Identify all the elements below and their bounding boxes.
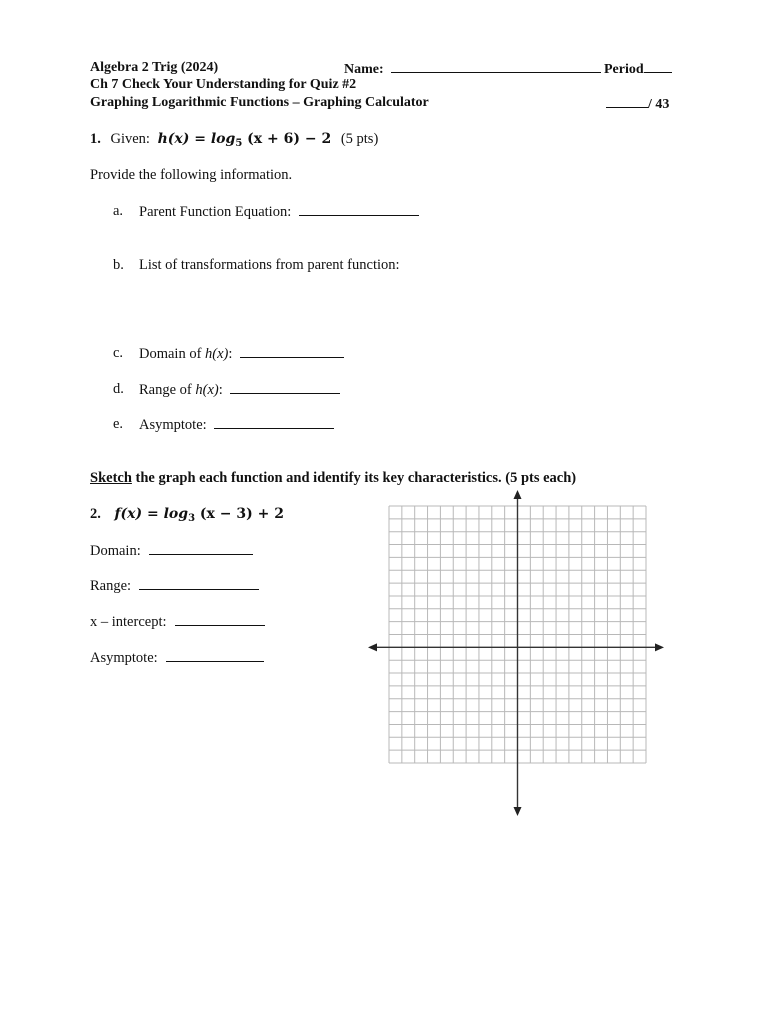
item-e-body <box>139 416 334 434</box>
q2-xintercept-blank[interactable] <box>175 613 265 626</box>
score-total: / 43 <box>648 97 670 112</box>
function-2-base: 3 <box>188 513 196 524</box>
function-2-lhs: f(x) = <box>114 506 159 522</box>
item-d-colon: : <box>218 382 223 398</box>
q2-range-blank[interactable] <box>139 577 259 590</box>
question-1-number: 1. <box>90 131 101 147</box>
q2-xintercept-label: x – intercept: <box>90 614 167 630</box>
x-axis-right-arrow <box>655 643 664 651</box>
function-log: log <box>210 131 236 147</box>
sketch-rest: the graph each function and identify its key characteristics. (5 pts each) <box>131 470 577 486</box>
coordinate-grid-svg[interactable] <box>360 488 672 820</box>
axes <box>368 490 664 816</box>
x-axis-left-arrow <box>368 643 377 651</box>
period-label <box>604 60 672 78</box>
question-2 <box>90 506 284 523</box>
q2-domain-blank[interactable] <box>149 542 253 555</box>
y-axis-top-arrow <box>514 490 522 499</box>
topic-title: Graphing Logarithmic Functions – Graphing Calculator <box>90 95 429 110</box>
q2-xintercept-row <box>90 613 265 631</box>
function-base: 5 <box>235 138 243 149</box>
function-2-log: log <box>163 506 189 522</box>
item-c-letter: c. <box>113 345 124 361</box>
item-e <box>113 416 207 433</box>
name-label <box>344 60 601 78</box>
period-blank[interactable] <box>644 60 672 73</box>
sketch-instruction <box>90 470 576 487</box>
item-e-letter: e. <box>113 416 124 432</box>
item-c-label: Domain of <box>139 346 206 362</box>
sketch-word: Sketch <box>90 470 132 486</box>
parent-function-blank[interactable] <box>299 203 419 216</box>
item-d <box>113 381 223 398</box>
name-blank[interactable] <box>391 60 601 73</box>
q2-range-row <box>90 577 259 595</box>
q2-asymptote-blank[interactable] <box>166 649 264 662</box>
q2-domain-label: Domain: <box>90 543 141 559</box>
question-1-points: (5 pts) <box>340 131 379 147</box>
function-2-rest: (x − 3) + 2 <box>199 506 284 522</box>
item-d-body <box>139 381 340 399</box>
question-2-function <box>115 506 284 522</box>
question-1-instruction: Provide the following information. <box>90 167 293 183</box>
y-axis-bottom-arrow <box>514 807 522 816</box>
name-label-text: Name: <box>344 62 384 77</box>
item-d-label: Range of <box>139 382 196 398</box>
question-1-function <box>158 131 332 147</box>
function-lhs: h(x) = <box>157 131 206 147</box>
item-a-label: Parent Function Equation: <box>139 204 292 220</box>
item-c <box>113 345 233 362</box>
item-b-label: List of transformations from parent function: <box>139 257 400 273</box>
course-title: Algebra 2 Trig (2024) <box>90 60 219 75</box>
item-a <box>113 203 292 220</box>
question-2-number: 2. <box>90 506 101 522</box>
quiz-subtitle: Ch 7 Check Your Understanding for Quiz #2 <box>90 77 357 92</box>
item-e-label: Asymptote: <box>139 417 207 433</box>
q2-asymptote-label: Asymptote: <box>90 650 158 666</box>
q2-domain-row <box>90 542 253 560</box>
item-d-var: h(x) <box>195 382 219 398</box>
score-field <box>606 95 669 113</box>
item-a-letter: a. <box>113 203 124 219</box>
q2-asymptote-row <box>90 649 264 667</box>
range-h-blank[interactable] <box>230 381 340 394</box>
asymptote-h-blank[interactable] <box>214 416 334 429</box>
q2-range-label: Range: <box>90 578 132 594</box>
item-c-body <box>139 345 344 363</box>
item-b-letter: b. <box>113 257 124 273</box>
item-b <box>113 257 400 274</box>
item-c-colon: : <box>228 346 233 362</box>
function-rest: (x + 6) − 2 <box>247 131 332 147</box>
period-label-text: Period <box>604 62 644 77</box>
question-1 <box>90 131 378 148</box>
domain-h-blank[interactable] <box>240 345 344 358</box>
score-blank[interactable] <box>606 95 648 108</box>
item-c-var: h(x) <box>205 346 229 362</box>
question-1-given: Given: <box>110 131 150 147</box>
item-a-body <box>139 203 419 221</box>
item-d-letter: d. <box>113 381 124 397</box>
coordinate-grid[interactable] <box>360 488 672 820</box>
